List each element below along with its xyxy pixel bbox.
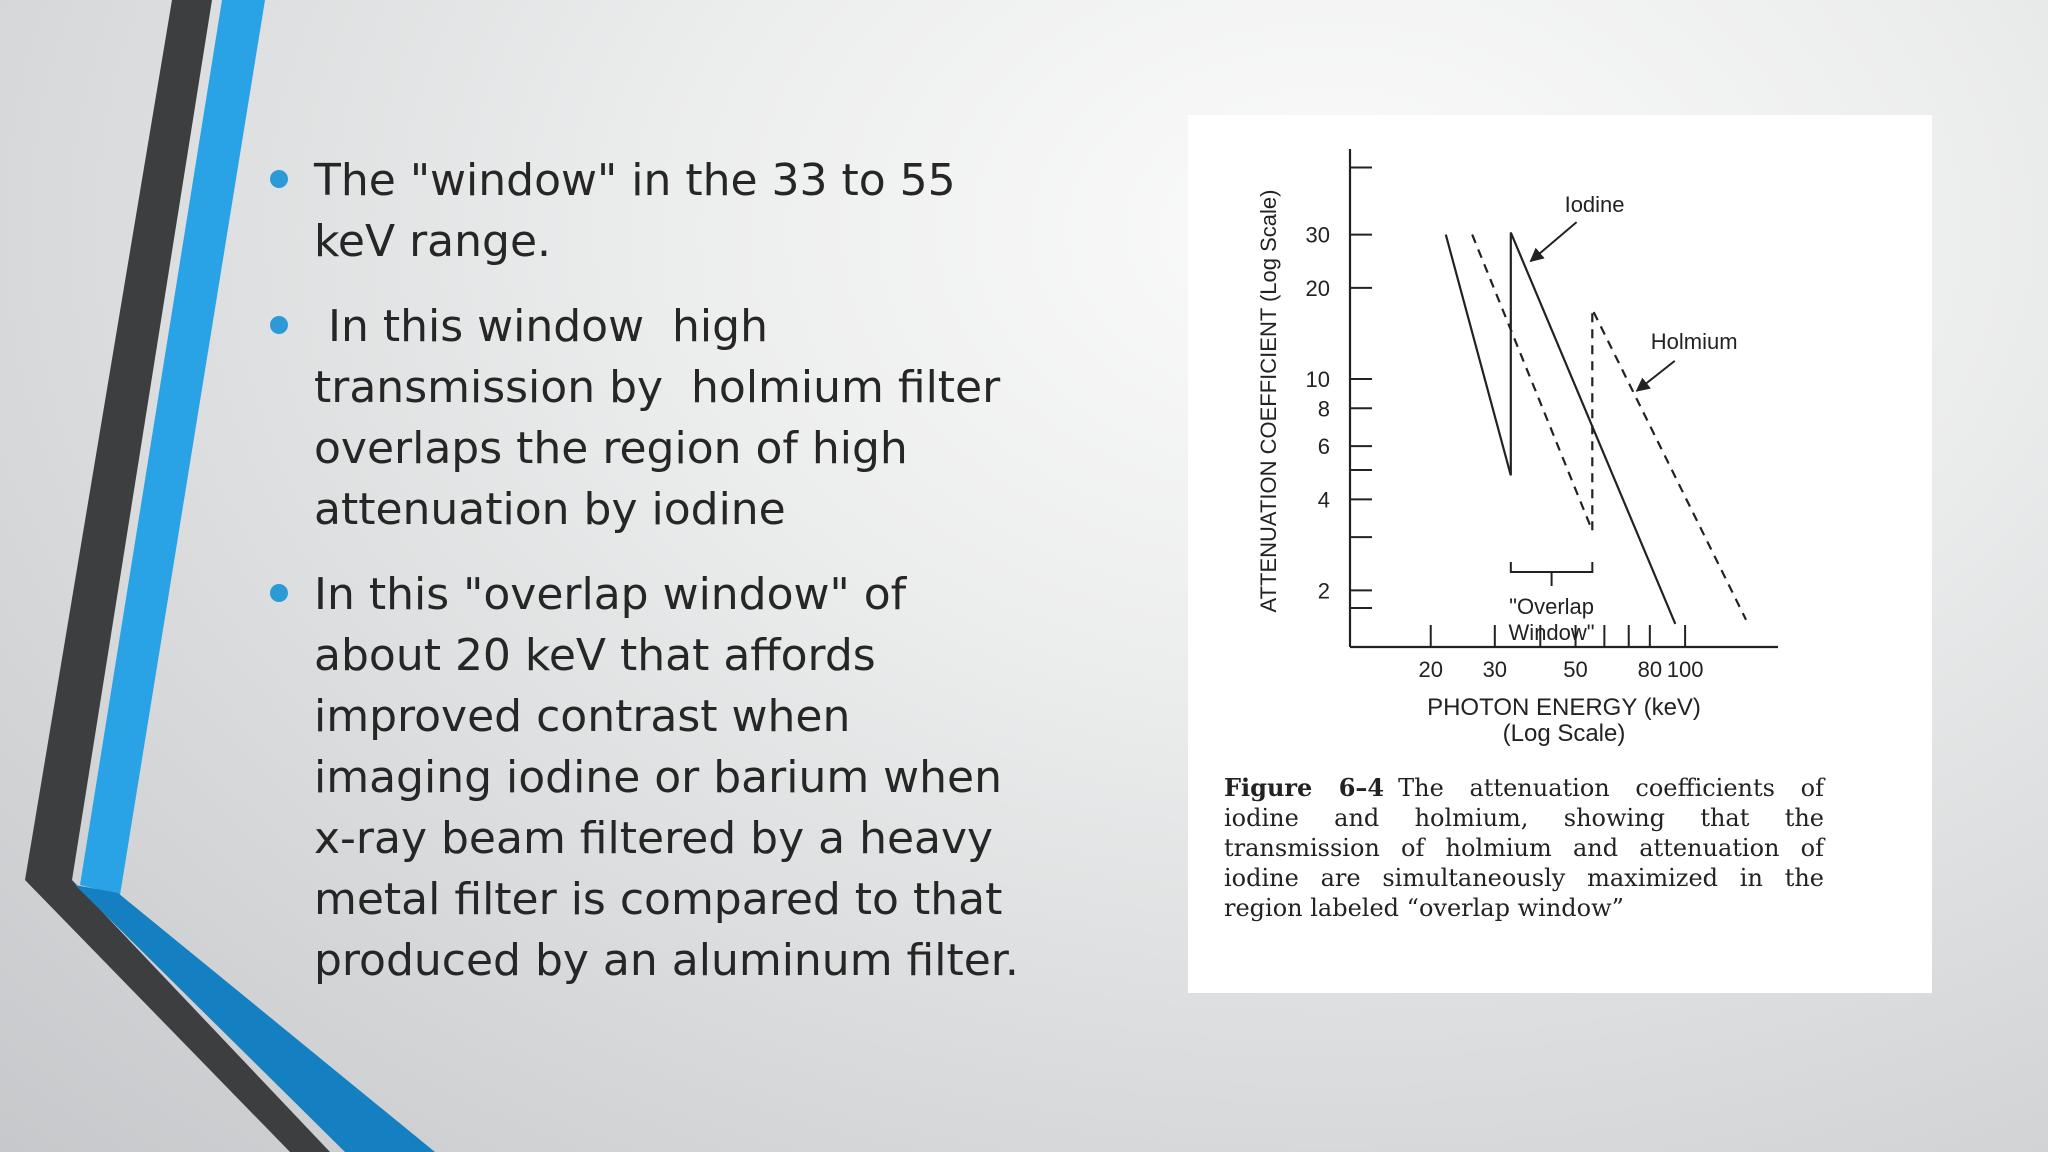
x-tick-label: 20 <box>1418 657 1443 682</box>
series-line-holmium <box>1472 235 1746 620</box>
overlap-window-label: "Overlap <box>1509 594 1595 620</box>
bullet-item <box>260 150 1020 272</box>
annotation-holmium-arrow <box>1637 361 1675 391</box>
annotation-holmium-label: Holmium <box>1650 328 1738 354</box>
bullet-text: The "window" in the 33 to 55 keV range. <box>314 155 970 267</box>
y-tick-label: 4 <box>1317 487 1330 513</box>
bullet-item <box>260 296 1020 540</box>
figure-caption <box>1224 773 1824 923</box>
attenuation-chart <box>1188 115 1932 755</box>
annotation-iodine-label: Iodine <box>1564 192 1625 218</box>
annotation-iodine-arrow <box>1531 222 1577 261</box>
x-tick-label: 50 <box>1563 657 1588 682</box>
figure-panel <box>1188 115 1932 993</box>
overlap-window-bracket <box>1511 562 1592 586</box>
overlap-window-label: Window" <box>1508 620 1595 646</box>
x-tick-label: 80 <box>1637 657 1663 682</box>
y-tick-label: 6 <box>1317 434 1330 460</box>
y-tick-label: 10 <box>1305 366 1330 392</box>
y-tick-label: 2 <box>1317 578 1330 604</box>
series-line-iodine <box>1446 233 1676 624</box>
y-tick-label: 20 <box>1305 275 1330 301</box>
x-tick-label: 100 <box>1666 657 1704 682</box>
bullet-list <box>260 150 1020 1015</box>
x-axis-label: PHOTON ENERGY (keV) <box>1427 694 1701 721</box>
bullet-text: In this window high transmission by holmium filter overlaps the region of high attenuation by iodine <box>314 301 1015 535</box>
y-tick-label: 8 <box>1317 396 1330 422</box>
x-tick-label: 30 <box>1482 657 1508 682</box>
figure-caption-label: Figure 6–4 <box>1224 773 1385 802</box>
y-axis-label: ATTENUATION COEFFICIENT (Log Scale) <box>1256 189 1281 613</box>
bullet-text: In this "overlap window" of about 20 keV that affords improved contrast when imaging iodine or barium when x-ray beam filtered by a heavy metal filter is compared to that produced by an aluminum filter. <box>314 569 1019 986</box>
bullet-item <box>260 564 1020 991</box>
x-axis-sublabel: (Log Scale) <box>1502 720 1626 747</box>
y-tick-label: 30 <box>1305 222 1330 248</box>
figure-caption-text: The attenuation coefficients of iodine and holmium, showing that the transmission of holmium and attenuation of iodine are simultaneously maximized in the region labeled “overlap window” <box>1224 774 1824 922</box>
